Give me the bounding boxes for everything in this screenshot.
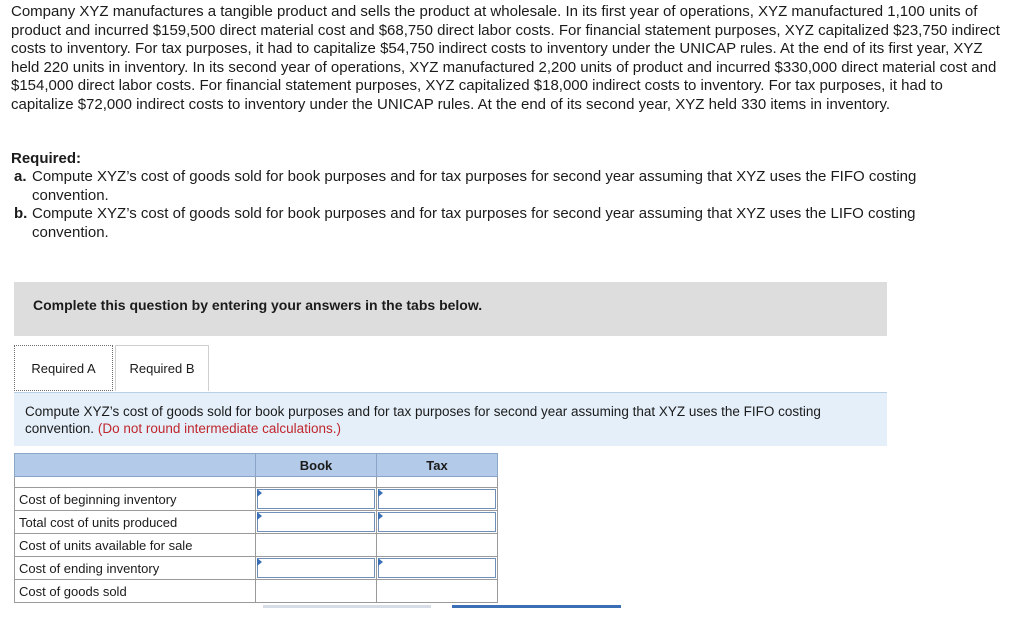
book-beginning-inventory-cell[interactable] [256, 488, 377, 511]
book-ending-inventory-cell[interactable] [256, 557, 377, 580]
book-available-for-sale-cell [256, 534, 377, 557]
table-row [15, 534, 498, 557]
table-row [15, 557, 498, 580]
instruction-note: (Do not round intermediate calculations.) [97, 421, 341, 436]
row-label: Cost of goods sold [15, 580, 256, 603]
tab-required-a[interactable]: Required A [14, 345, 113, 391]
answer-table [14, 453, 498, 603]
row-label: Cost of units available for sale [15, 534, 256, 557]
table-row [15, 580, 498, 603]
table-row [15, 488, 498, 511]
book-beginning-inventory-input[interactable] [257, 489, 375, 509]
requirement-b-text: Compute XYZ’s cost of goods sold for book purposes and for tax purposes for second year assuming that XYZ uses the LIFO costing convention. [32, 205, 916, 241]
instruction-text: Compute XYZ’s cost of goods sold for book purposes and for tax purposes for second year assuming that XYZ uses the FIFO costing convention. [25, 404, 821, 436]
table-row [15, 511, 498, 534]
previous-tab-button[interactable] [263, 605, 431, 608]
row-label: Cost of beginning inventory [15, 488, 256, 511]
table-spacer-row [15, 477, 498, 488]
header-book: Book [256, 454, 377, 477]
tax-ending-inventory-cell[interactable] [377, 557, 498, 580]
requirement-b-letter: b. [14, 205, 28, 223]
requirement-a-text: Compute XYZ’s cost of goods sold for book purposes and for tax purposes for second year assuming that XYZ uses the FIFO costing convention. [32, 168, 917, 204]
required-heading: Required: [11, 150, 82, 167]
requirement-a-letter: a. [14, 168, 27, 185]
tax-ending-inventory-input[interactable] [378, 558, 496, 578]
header-blank [15, 454, 256, 477]
header-tax: Tax [377, 454, 498, 477]
row-label: Cost of ending inventory [15, 557, 256, 580]
tax-units-produced-input[interactable] [378, 512, 496, 532]
tax-beginning-inventory-input[interactable] [378, 489, 496, 509]
book-cogs-cell [256, 580, 377, 603]
next-tab-button[interactable] [452, 605, 621, 608]
requirement-a [14, 168, 944, 205]
tax-cogs-cell [377, 580, 498, 603]
instructions-banner [14, 282, 887, 336]
row-label: Total cost of units produced [15, 511, 256, 534]
tax-beginning-inventory-cell[interactable] [377, 488, 498, 511]
book-units-produced-input[interactable] [257, 512, 375, 532]
tax-units-produced-cell[interactable] [377, 511, 498, 534]
banner-text: Complete this question by entering your answers in the tabs below. [33, 297, 483, 313]
tax-available-for-sale-cell [377, 534, 498, 557]
requirements-list [14, 168, 944, 242]
problem-text: Company XYZ manufactures a tangible product and sells the product at wholesale. In its first year of operations, XYZ manufactured 1,100 units of product and incurred $159,500 direct material cost and $68,750 direct labor costs. For financial statement purposes, XYZ capitalized $23,750 indirect costs to inventory. For tax purposes, it had to capitalize $54,750 indirect costs to inventory under the UNICAP rules. At the end of its first year, XYZ held 220 units in inventory. In its second year of operations, XYZ manufactured 2,200 units of product and incurred $330,000 direct material cost and $154,000 direct labor costs. For financial statement purposes, XYZ capitalized $18,000 indirect costs to inventory. For tax purposes, it had to capitalize $72,000 indirect costs to inventory under the UNICAP rules. At the end of its second year, XYZ held 330 items in inventory. [11, 3, 1000, 113]
book-ending-inventory-input[interactable] [257, 558, 375, 578]
question-instruction [14, 393, 887, 446]
book-units-produced-cell[interactable] [256, 511, 377, 534]
tab-required-b[interactable]: Required B [115, 345, 209, 391]
requirement-b [14, 205, 944, 242]
